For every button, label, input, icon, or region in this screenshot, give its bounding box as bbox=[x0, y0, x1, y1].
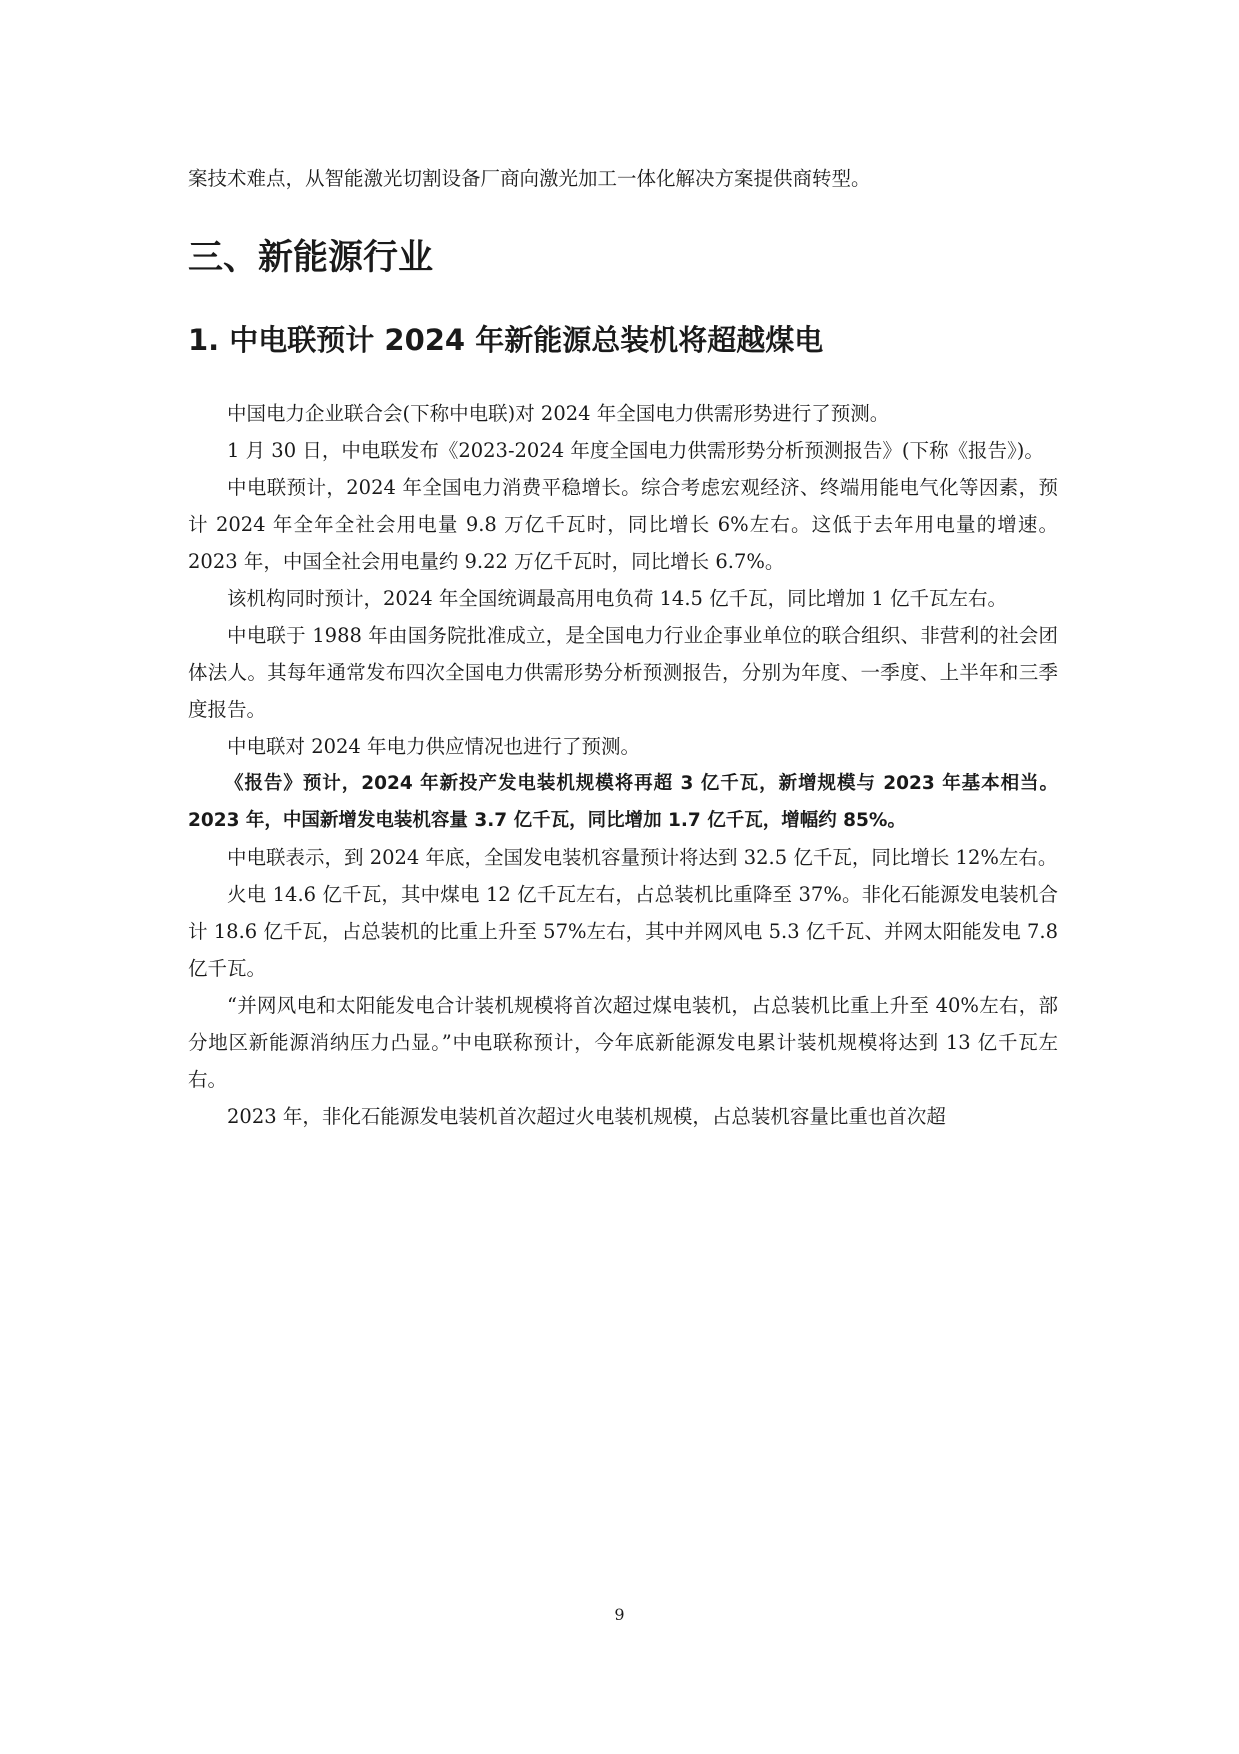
paragraph-11: 2023 年，非化石能源发电装机首次超过火电装机规模，占总装机容量比重也首次超 bbox=[227, 1105, 946, 1128]
paragraph-1: 中国电力企业联合会(下称中电联)对 2024 年全国电力供需形势进行了预测。 bbox=[227, 402, 890, 425]
continuation-text: 案技术难点，从智能激光切割设备厂商向激光加工一体化解决方案提供商转型。 bbox=[188, 167, 871, 190]
article-body bbox=[188, 395, 1058, 1135]
page-content bbox=[188, 160, 1058, 1135]
paragraph-6: 中电联对 2024 年电力供应情况也进行了预测。 bbox=[227, 735, 641, 758]
section-heading: 三、新能源行业 bbox=[188, 238, 434, 278]
paragraph-2: 1 月 30 日，中电联发布《2023-2024 年度全国电力供需形势分析预测报告》(下称《报告》)。 bbox=[227, 439, 1044, 462]
paragraph-4: 该机构同时预计，2024 年全国统调最高用电负荷 14.5 亿千瓦，同比增加 1 亿千瓦左右。 bbox=[227, 587, 1007, 610]
paragraph-5: 中电联于 1988 年由国务院批准成立，是全国电力行业企事业单位的联合组织、非营利的社会团体法人。其每年通常发布四次全国电力供需形势分析预测报告，分别为年度、一季度、上半年和三季度报告。 bbox=[188, 624, 1058, 721]
paragraph-9: 火电 14.6 亿千瓦，其中煤电 12 亿千瓦左右，占总装机比重降至 37%。非化石能源发电装机合计 18.6 亿千瓦，占总装机的比重上升至 57%左右，其中并网风电 5.3 亿千瓦、并网太阳能发电 7.8 亿千瓦。 bbox=[188, 883, 1058, 980]
subsection-heading: 1. 中电联预计 2024 年新能源总装机将超越煤电 bbox=[188, 323, 824, 357]
paragraph-7-bold: 《报告》预计，2024 年新投产发电装机规模将再超 3 亿千瓦，新增规模与 2023 年基本相当。2023 年，中国新增发电装机容量 3.7 亿千瓦，同比增加 1.7 亿千瓦，增幅约 85%。 bbox=[188, 773, 1058, 831]
paragraph-10: “并网风电和太阳能发电合计装机规模将首次超过煤电装机，占总装机比重上升至 40%左右，部分地区新能源消纳压力凸显。”中电联称预计，今年底新能源发电累计装机规模将达到 13 亿千瓦左右。 bbox=[188, 994, 1058, 1091]
paragraph-3: 中电联预计，2024 年全国电力消费平稳增长。综合考虑宏观经济、终端用能电气化等因素，预计 2024 年全年全社会用电量 9.8 万亿千瓦时，同比增长 6%左右。这低于去年用电量的增速。2023 年，中国全社会用电量约 9.22 万亿千瓦时，同比增长 6.7%。 bbox=[188, 476, 1058, 573]
paragraph-8: 中电联表示，到 2024 年底，全国发电装机容量预计将达到 32.5 亿千瓦，同比增长 12%左右。 bbox=[227, 846, 1058, 869]
page-number: 9 bbox=[614, 1605, 625, 1624]
